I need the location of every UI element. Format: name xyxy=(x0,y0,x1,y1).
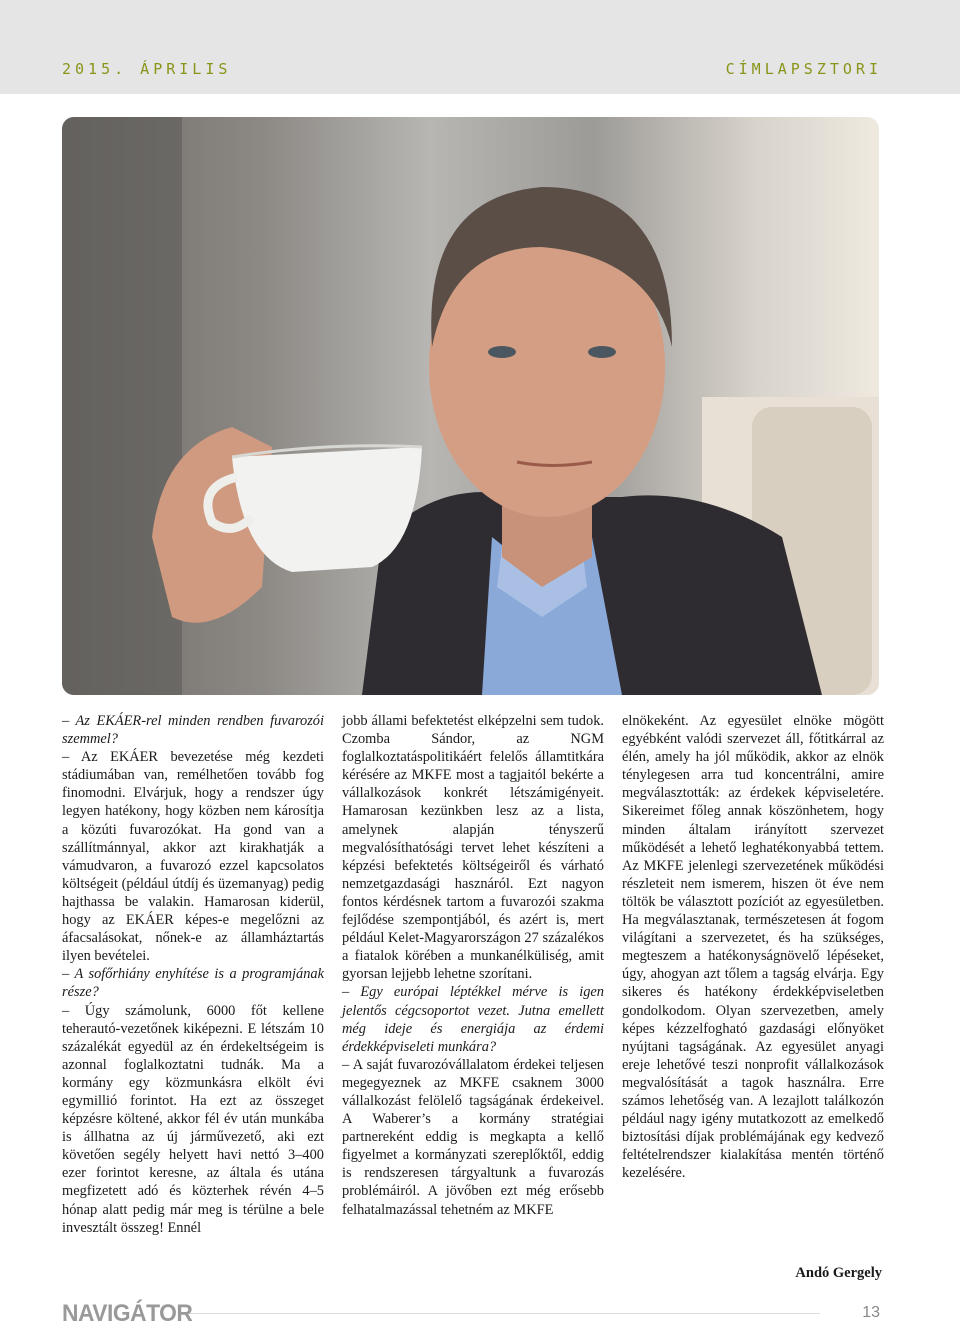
magazine-logo: NAVIGÁTOR xyxy=(62,1300,193,1327)
article-column-2 xyxy=(342,712,604,1219)
portrait-photo xyxy=(62,117,879,695)
page-number: 13 xyxy=(862,1304,880,1321)
interview-answer: – Úgy számolunk, 6000 főt kellene teherautó-vezetőnek kiképezni. E létszám 10 százalékát egyedül az én érdekeltségeim is azonnal foglalkoztatni tudnák. Ma a kormány egy közmunkásra elkölt évi egymillió forintot. Ha ezt az összeget képzésre költené, akkor fél év után munkába is állhatna az új járművezető, aki ezt követően segély helyett havi nettó 3–400 ezer forintot keresne, az általa és utána megfizetett adó és közterhek révén 4–5 hónap alatt pedig már meg is térülne a bele invesztált összeg! Ennél xyxy=(62,1002,324,1236)
header-bar xyxy=(0,0,960,94)
interview-answer: – A saját fuvarozóvállalatom érdekei teljesen megegyeznek az MKFE csaknem 3000 vállalkozást felölelő tagságának érdekeivel. A Waberer’s a kormány stratégiai partnereként eddig is megkapta a kellő figyelmet a kormányzati szereplőktől, eddig is rendszeresen tárgyaltunk a fuvarozás problémáiról. A jövőben ezt még erősebb felhatalmazással tehetném az MKFE xyxy=(342,1056,604,1218)
issue-date: 2015. ÁPRILIS xyxy=(62,60,232,78)
section-title: CÍMLAPSZTORI xyxy=(725,60,882,78)
interview-answer: elnökeként. Az egyesület elnöke mögött egyébként valódi szervezet áll, főtitkárral az élén, amely ha jól működik, akkor az elnök ténylegesen arra tud koncentrálni, amire megválasztották: az érdekek képviseletére. Sikereimet főleg annak köszönhetem, hogy minden általam irányított szervezet működését a lehető leghatékonyabbá tettem. Az MKFE jelenlegi szervezetének működési részleteit nem ismerem, hiszen öt éve nem töltök be választott pozíciót az egyesületben. Ha megválasztanak, természetesen át fogom világítani a szervezetet, és ha szükséges, megteszem a hatékonyságnövelő lépéseket, úgy, ahogyan azt tőlem a tagság elvárja. Egy sikeres és hatékony érdekképviseletben gondolkodom. Olyan szervezetben, amely képes kézzelfogható gazdasági előnyöket nyújtani tagságának. Az egyesület anyagi ereje lehetővé teszi nonprofit vállalkozások megvalósítását a tagok használra. Erre számos lehetőség van. A lezajlott találkozón például nagy igény mutatkozott az emelkedő biztosítási díjak problémájának egy kedvező feltételrendszer kialakítása mentén történő kezelésére. xyxy=(622,713,884,1182)
interview-question: – Az EKÁER-rel minden rendben fuvarozói szemmel? xyxy=(62,713,324,748)
interview-answer: – Az EKÁER bevezetése még kezdeti stádiumában van, remélhetően tovább fog finomodni. Elvárjuk, hogy a rendszer úgy legyen hatékony, hogy közben nem károsítja a közúti fuvarozókat. Ha gond van a szállítmánnyal, akkor azt kirakhatják a vámudvaron, a fuvarozó ezzel kapcsolatos költségeit (például útdíj és üzemanyag) pedig hajthassa be valakin. Hamarosan kiderül, hogy az EKÁER képes-e megelőzni az áfacsalásokat, nőnek-e az államháztartás ilyen bevételei. xyxy=(62,749,324,965)
interview-question: – A sofőrhiány enyhítése is a programjának része? xyxy=(62,966,324,1001)
footer-divider xyxy=(180,1313,820,1314)
portrait-illustration xyxy=(62,117,879,695)
author-signature: Andó Gergely xyxy=(795,1265,882,1281)
article-column-3 xyxy=(622,712,884,1182)
interview-question: – Egy európai léptékkel mérve is igen jelentős cégcsoportot vezet. Jutna emellett még ideje és energiája az érdemi érdekképviseleti munkára? xyxy=(342,984,604,1055)
article-column-1 xyxy=(62,712,324,1237)
interview-answer: jobb állami befektetést elképzelni sem tudok. Czomba Sándor, az NGM foglalkoztatáspolitikáért felelős államtitkára kérésére az MKFE most a tagjaitól bekérte a vállalkozások konkrét létszámigényeit. Hamarosan kezünkben lesz az a lista, amelynek alapján tényszerű megvalósíthatósági tervet lehet készíteni a képzési befektetés költségeiről és várható nemzetgazdasági hasznáról. Ezt nagyon fontos kérdésnek tartom a fuvarozói szakma fejlődése szempontjából, és azért is, mert például Kelet-Magyarországon 27 százalékos a fiatalok körében a munkanélküliség, amit gyorsan lejjebb lehetne szorítani. xyxy=(342,713,604,983)
